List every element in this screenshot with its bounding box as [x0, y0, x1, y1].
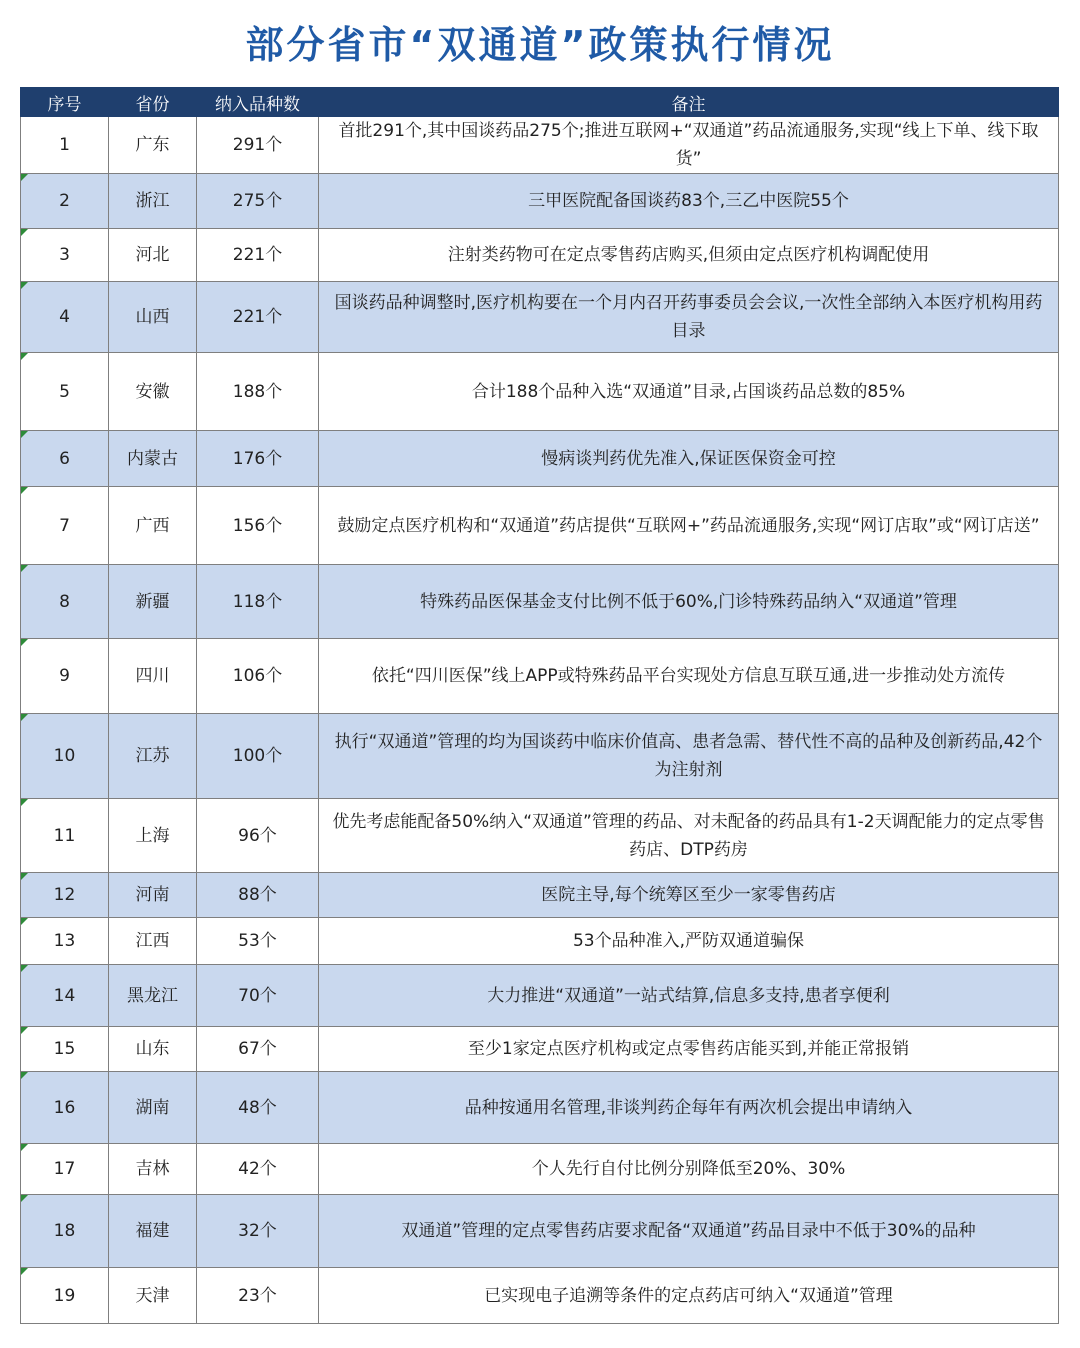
table-header-row — [21, 88, 1059, 117]
table-row — [21, 1072, 1059, 1144]
row-province: 四川 — [109, 639, 197, 714]
row-count: 221个 — [197, 229, 319, 282]
row-note: 特殊药品医保基金支付比例不低于60%,门诊特殊药品纳入“双通道”管理 — [319, 565, 1059, 639]
header-count: 纳入品种数 — [197, 88, 319, 117]
row-index: 7 — [21, 487, 109, 565]
row-note: 至少1家定点医疗机构或定点零售药店能买到,并能正常报销 — [319, 1027, 1059, 1072]
row-index: 1 — [21, 117, 109, 174]
row-count: 96个 — [197, 799, 319, 873]
row-note: 依托“四川医保”线上APP或特殊药品平台实现处方信息互联互通,进一步推动处方流传 — [319, 639, 1059, 714]
header-index: 序号 — [21, 88, 109, 117]
row-province: 安徽 — [109, 353, 197, 431]
row-province: 山西 — [109, 282, 197, 353]
row-index: 15 — [21, 1027, 109, 1072]
table-row — [21, 282, 1059, 353]
row-count: 156个 — [197, 487, 319, 565]
row-province: 河南 — [109, 873, 197, 918]
row-note: 慢病谈判药优先准入,保证医保资金可控 — [319, 431, 1059, 487]
row-note: 已实现电子追溯等条件的定点药店可纳入“双通道”管理 — [319, 1268, 1059, 1324]
table-row — [21, 431, 1059, 487]
row-province: 河北 — [109, 229, 197, 282]
row-province: 黑龙江 — [109, 965, 197, 1027]
table-row — [21, 918, 1059, 965]
row-note: 53个品种准入,严防双通道骗保 — [319, 918, 1059, 965]
table-row — [21, 965, 1059, 1027]
row-index: 11 — [21, 799, 109, 873]
header-province: 省份 — [109, 88, 197, 117]
row-index: 5 — [21, 353, 109, 431]
page-title: 部分省市“双通道”政策执行情况 — [245, 23, 835, 67]
row-province: 天津 — [109, 1268, 197, 1324]
row-note: 鼓励定点医疗机构和“双通道”药店提供“互联网+”药品流通服务,实现“网订店取”或“网订店送” — [319, 487, 1059, 565]
table-row — [21, 174, 1059, 229]
row-count: 100个 — [197, 714, 319, 799]
row-province: 广东 — [109, 117, 197, 174]
row-note: 国谈药品种调整时,医疗机构要在一个月内召开药事委员会会议,一次性全部纳入本医疗机构用药目录 — [319, 282, 1059, 353]
row-count: 188个 — [197, 353, 319, 431]
row-count: 88个 — [197, 873, 319, 918]
row-note: 品种按通用名管理,非谈判药企每年有两次机会提出申请纳入 — [319, 1072, 1059, 1144]
row-count: 67个 — [197, 1027, 319, 1072]
row-index: 9 — [21, 639, 109, 714]
row-note: 首批291个,其中国谈药品275个;推进互联网+“双通道”药品流通服务,实现“线上下单、线下取货” — [319, 117, 1059, 174]
row-province: 湖南 — [109, 1072, 197, 1144]
policy-table — [20, 87, 1059, 1324]
row-count: 106个 — [197, 639, 319, 714]
row-province: 江苏 — [109, 714, 197, 799]
row-note: 个人先行自付比例分别降低至20%、30% — [319, 1144, 1059, 1195]
row-note: 注射类药物可在定点零售药店购买,但须由定点医疗机构调配使用 — [319, 229, 1059, 282]
row-count: 291个 — [197, 117, 319, 174]
row-note: 大力推进“双通道”一站式结算,信息多支持,患者享便利 — [319, 965, 1059, 1027]
table-row — [21, 714, 1059, 799]
row-index: 8 — [21, 565, 109, 639]
table-row — [21, 487, 1059, 565]
table-row — [21, 873, 1059, 918]
row-province: 山东 — [109, 1027, 197, 1072]
row-count: 42个 — [197, 1144, 319, 1195]
row-count: 48个 — [197, 1072, 319, 1144]
table-row — [21, 117, 1059, 174]
row-note: 双通道”管理的定点零售药店要求配备“双通道”药品目录中不低于30%的品种 — [319, 1195, 1059, 1268]
row-count: 118个 — [197, 565, 319, 639]
row-index: 4 — [21, 282, 109, 353]
row-index: 19 — [21, 1268, 109, 1324]
row-province: 上海 — [109, 799, 197, 873]
row-index: 13 — [21, 918, 109, 965]
row-count: 70个 — [197, 965, 319, 1027]
table-row — [21, 1268, 1059, 1324]
table-row — [21, 1027, 1059, 1072]
row-index: 12 — [21, 873, 109, 918]
row-count: 23个 — [197, 1268, 319, 1324]
row-index: 18 — [21, 1195, 109, 1268]
table-row — [21, 799, 1059, 873]
row-count: 53个 — [197, 918, 319, 965]
row-count: 176个 — [197, 431, 319, 487]
row-note: 优先考虑能配备50%纳入“双通道”管理的药品、对未配备的药品具有1-2天调配能力的定点零售药店、DTP药房 — [319, 799, 1059, 873]
row-index: 16 — [21, 1072, 109, 1144]
row-index: 2 — [21, 174, 109, 229]
row-province: 内蒙古 — [109, 431, 197, 487]
row-count: 221个 — [197, 282, 319, 353]
row-province: 浙江 — [109, 174, 197, 229]
row-province: 广西 — [109, 487, 197, 565]
table-row — [21, 229, 1059, 282]
row-note: 执行“双通道”管理的均为国谈药中临床价值高、患者急需、替代性不高的品种及创新药品,42个为注射剂 — [319, 714, 1059, 799]
row-note: 合计188个品种入选“双通道”目录,占国谈药品总数的85% — [319, 353, 1059, 431]
table-row — [21, 1144, 1059, 1195]
row-province: 新疆 — [109, 565, 197, 639]
row-index: 10 — [21, 714, 109, 799]
row-province: 江西 — [109, 918, 197, 965]
row-province: 福建 — [109, 1195, 197, 1268]
table-row — [21, 353, 1059, 431]
row-count: 275个 — [197, 174, 319, 229]
table-row — [21, 639, 1059, 714]
row-index: 17 — [21, 1144, 109, 1195]
row-province: 吉林 — [109, 1144, 197, 1195]
table-row — [21, 565, 1059, 639]
row-note: 医院主导,每个统筹区至少一家零售药店 — [319, 873, 1059, 918]
table-row — [21, 1195, 1059, 1268]
row-index: 3 — [21, 229, 109, 282]
row-index: 14 — [21, 965, 109, 1027]
row-index: 6 — [21, 431, 109, 487]
row-note: 三甲医院配备国谈药83个,三乙中医院55个 — [319, 174, 1059, 229]
row-count: 32个 — [197, 1195, 319, 1268]
header-note: 备注 — [319, 88, 1059, 117]
